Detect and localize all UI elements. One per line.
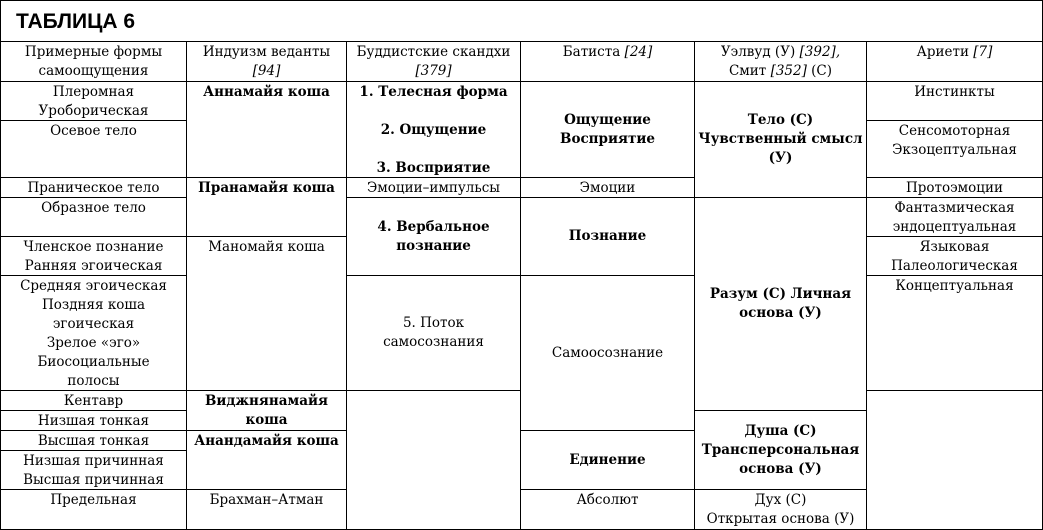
cell-self-awareness [520,275,695,431]
cell-centaur [0,390,187,411]
cell-axial-body-text: Осевое тело [50,123,137,139]
cell-pleroma-line-1: Плеромная [52,84,135,100]
cell-pleroma [0,81,187,121]
cell-pranamaya-text: Пранамайя коша [198,180,335,196]
cell-middle-egoic-line-5: Биосоциальные [37,354,150,370]
cell-axial-body [0,120,187,178]
cell-phantasmic [866,197,1043,237]
cell-protoemotions [866,177,1043,198]
cell-higher-subtle-text: Высшая тонкая [37,433,150,449]
cell-conceptual-text: Концептуальная [895,278,1014,294]
header-vedanta [186,41,347,82]
cell-member-cognition [0,236,187,276]
cell-empty-arieti [866,390,1043,530]
cell-manomaya-text: Маномайя коша [208,239,325,255]
cell-causal-line-2: Высшая причинная [23,472,164,488]
cell-instincts-text: Инстинкты [914,84,995,100]
header-arieti [866,41,1043,82]
header-forms-line-1: Примерные формы [24,44,163,60]
cell-body-sensory [694,81,867,198]
header-batista [520,41,695,82]
header-skandhas-line-1: Буддистские скандхи [356,44,511,60]
header-welwood-smith [694,41,867,82]
cell-pranic-body-text: Праническое тело [27,180,160,196]
cell-member-line-2: Ранняя эгоическая [24,258,163,274]
cell-middle-egoic [0,275,187,391]
cell-spirit-line-1: Дух (С) [754,492,807,508]
header-smith-name: Смит [728,63,771,79]
cell-absolute-text: Абсолют [576,492,639,508]
cell-ultimate [0,489,187,530]
header-arieti-ref: [7] [973,44,993,60]
cell-perception-text: 3. Восприятие [376,160,491,176]
header-skandhas [346,41,521,82]
cell-sensorimotor-line-1: Сенсомоторная [898,123,1011,139]
cell-skandhas-1-3 [346,81,521,178]
cell-middle-egoic-line-6: полосы [67,373,120,389]
cell-stream-line-2: самосознания [383,334,484,350]
cell-mind-personal [694,197,867,411]
cell-verbal-line-1: 4. Вербальное [377,218,490,235]
cell-anandamaya [186,430,347,490]
cell-brahman-atman-text: Брахман–Атман [209,492,324,508]
cell-self-awareness-text: Самоосознание [551,344,664,361]
cell-stream-consciousness [346,275,521,391]
cell-language-line-1: Языковая [919,239,990,255]
cell-lower-subtle [0,410,187,431]
cell-soul-line-1: Душа (С) [744,422,817,439]
cell-bodily-form-text: 1. Телесная форма [359,84,508,100]
cell-language-line-2: Палеологическая [891,258,1018,274]
cell-phantasmic-line-2: эндоцептуальная [892,219,1017,235]
cell-emotion-impulses [346,177,521,198]
cell-middle-egoic-line-1: Средняя эгоическая [20,278,167,294]
header-welwood-ref: [392], [799,44,841,60]
cell-causal-line-1: Низшая причинная [23,453,164,469]
cell-sensation-line-1: Ощущение [564,111,651,128]
cell-brahman-atman [186,489,347,530]
table-title [0,0,1043,42]
cell-manomaya [186,236,347,391]
cell-annamaya-text: Аннамайя коша [203,84,330,100]
cell-phantasmic-line-1: Фантазмическая [894,200,1015,216]
header-skandhas-ref: [379] [415,63,452,79]
cell-image-body-text: Образное тело [41,200,146,216]
cell-feeling-text: 2. Ощущение [380,122,487,138]
header-welwood-name: Уэлвуд (У) [720,44,800,60]
cell-emotions-text: Эмоции [579,180,636,196]
cell-pranamaya [186,177,347,237]
cell-verbal-line-2: познание [396,237,471,254]
cell-language [866,236,1043,276]
cell-vijnanamaya [186,390,347,431]
header-smith-suffix: (С) [806,63,833,79]
cell-mind-line-1: Разум (С) Личная [709,286,852,302]
cell-conceptual [866,275,1043,391]
cell-member-line-1: Членское познание [23,239,164,255]
cell-spirit-open [694,489,867,530]
table-title-text: ТАБЛИЦА 6 [16,10,136,33]
cell-vijnanamaya-line-1: Виджнянамайя [205,393,328,409]
cell-unity [520,430,695,490]
cell-sensation-perception [520,81,695,178]
cell-absolute [520,489,695,530]
cell-pranic-body [0,177,187,198]
cell-soul-line-2: Трансперсональная [701,441,860,458]
header-forms [0,41,187,82]
cell-annamaya [186,81,347,178]
header-vedanta-line-1: Индуизм веданты [202,44,331,60]
cell-sensorimotor-line-2: Экзоцептуальная [892,142,1017,158]
cell-pleroma-line-2: Уроборическая [38,103,149,119]
cell-soul-transpersonal [694,410,867,490]
cell-soul-line-3: основа (У) [739,460,822,477]
cell-lower-subtle-text: Низшая тонкая [37,413,150,429]
cell-ultimate-text: Предельная [50,492,137,508]
header-smith-ref: [352] [770,63,807,79]
header-vedanta-ref: [94] [252,63,281,79]
cell-body-line-2: Чувственный смысл [698,131,863,147]
cell-centaur-text: Кентавр [63,393,124,409]
cell-cognition [520,197,695,276]
cell-sensation-line-2: Восприятие [560,130,655,147]
cell-middle-egoic-line-4: Зрелое «эго» [46,335,141,351]
cell-instincts [866,81,1043,121]
cell-empty-skandhas [346,390,521,530]
cell-protoemotions-text: Протоэмоции [905,180,1003,196]
cell-vijnanamaya-line-2: коша [245,412,288,428]
cell-body-line-3: (У) [768,150,793,166]
cell-sensorimotor [866,120,1043,178]
cell-mind-line-2: основа (У) [739,305,822,321]
cell-emotions [520,177,695,198]
cell-unity-text: Единение [569,451,646,468]
header-forms-line-2: самоощущения [38,63,149,79]
cell-causal [0,450,187,490]
cell-middle-egoic-line-2: Поздняя коша [41,297,146,313]
cell-cognition-text: Познание [568,228,647,244]
header-batista-ref: [24] [624,44,653,60]
cell-image-body [0,197,187,237]
cell-emotion-impulses-text: Эмоции–импульсы [366,180,501,196]
cell-middle-egoic-line-3: эгоическая [52,316,135,332]
header-batista-name: Батиста [562,44,625,60]
cell-verbal-cognition [346,197,521,276]
cell-spirit-line-2: Открытая основа (У) [706,511,855,527]
cell-higher-subtle [0,430,187,451]
header-arieti-name: Ариети [916,44,974,60]
cell-stream-line-1: 5. Поток [402,315,465,331]
cell-anandamaya-text: Анандамайя коша [194,433,339,449]
cell-body-line-1: Тело (С) [747,112,814,128]
